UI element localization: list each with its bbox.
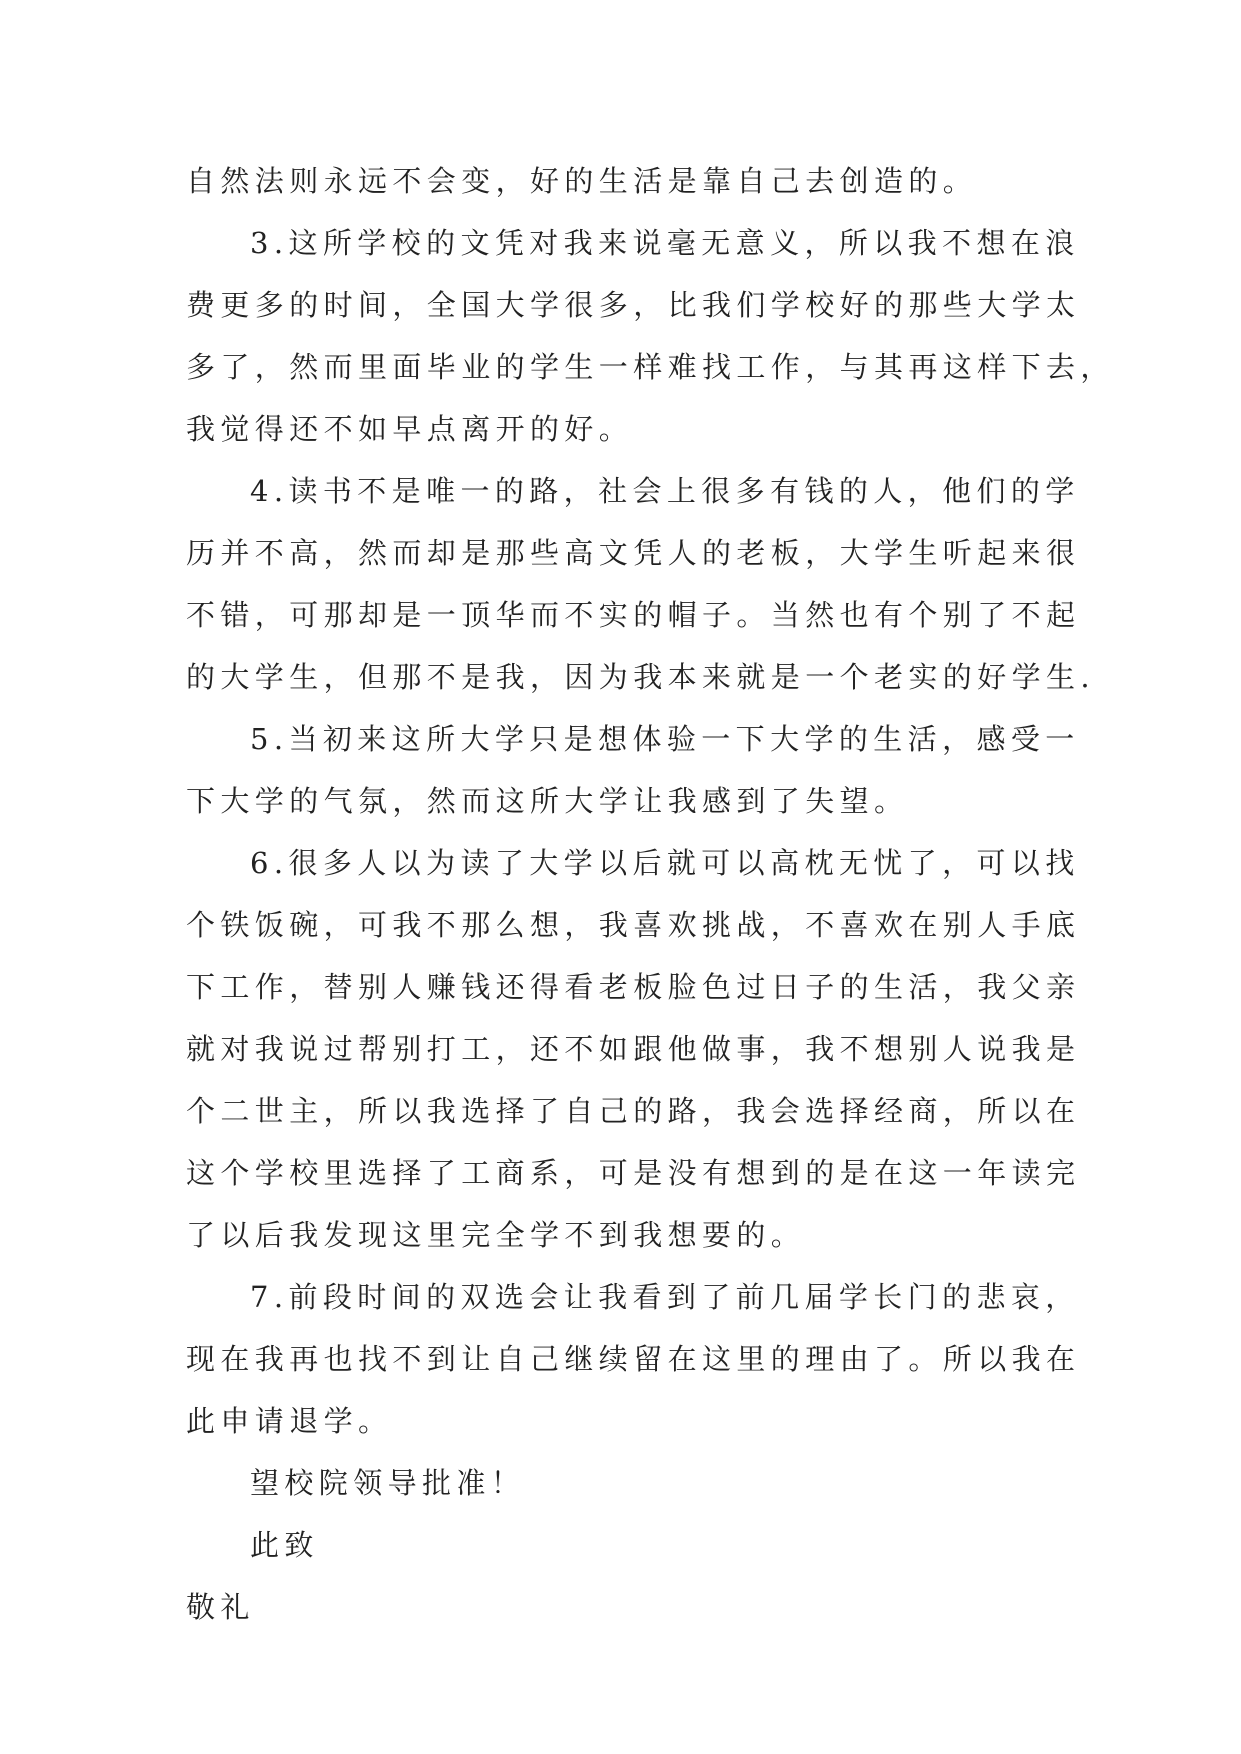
- text-line-16: 个二世主，所以我选择了自己的路，我会选择经商，所以在: [186, 1094, 1081, 1128]
- text-line-21: 此申请退学。: [186, 1404, 393, 1438]
- closing-request: 望校院领导批准！: [250, 1466, 526, 1500]
- text-line-19: 7.前段时间的双选会让我看到了前几届学长门的悲哀，: [250, 1280, 1080, 1314]
- text-line-11: 下大学的气氛，然而这所大学让我感到了失望。: [186, 784, 909, 818]
- text-line-7: 历并不高，然而却是那些高文凭人的老板，大学生听起来很: [186, 536, 1081, 570]
- letter-body: [186, 150, 1115, 1638]
- text-line-13: 个铁饭碗，可我不那么想，我喜欢挑战，不喜欢在别人手底: [186, 908, 1081, 942]
- text-line-14: 下工作，替别人赚钱还得看老板脸色过日子的生活，我父亲: [186, 970, 1081, 1004]
- text-line-10: 5.当初来这所大学只是想体验一下大学的生活，感受一: [250, 722, 1080, 756]
- text-line-3: 费更多的时间，全国大学很多，比我们学校好的那些大学太: [186, 288, 1081, 322]
- text-line-18: 了以后我发现这里完全学不到我想要的。: [186, 1218, 806, 1252]
- text-line-4: 多了，然而里面毕业的学生一样难找工作，与其再这样下去，: [186, 350, 1115, 384]
- text-line-9: 的大学生，但那不是我，因为我本来就是一个老实的好学生.: [186, 660, 1096, 694]
- text-line-2: 3.这所学校的文凭对我来说毫无意义，所以我不想在浪: [250, 226, 1080, 260]
- closing-salutation: 此致: [250, 1528, 319, 1562]
- text-line-17: 这个学校里选择了工商系，可是没有想到的是在这一年读完: [186, 1156, 1081, 1190]
- text-line-8: 不错，可那却是一顶华而不实的帽子。当然也有个别了不起: [186, 598, 1081, 632]
- text-line-15: 就对我说过帮别打工，还不如跟他做事，我不想别人说我是: [186, 1032, 1081, 1066]
- text-line-6: 4.读书不是唯一的路，社会上很多有钱的人，他们的学: [250, 474, 1080, 508]
- text-line-12: 6.很多人以为读了大学以后就可以高枕无忧了，可以找: [250, 846, 1080, 880]
- text-line-1: 自然法则永远不会变，好的生活是靠自己去创造的。: [186, 164, 978, 198]
- text-line-5: 我觉得还不如早点离开的好。: [186, 412, 634, 446]
- text-line-20: 现在我再也找不到让自己继续留在这里的理由了。所以我在: [186, 1342, 1081, 1376]
- closing-regards: 敬礼: [186, 1590, 255, 1624]
